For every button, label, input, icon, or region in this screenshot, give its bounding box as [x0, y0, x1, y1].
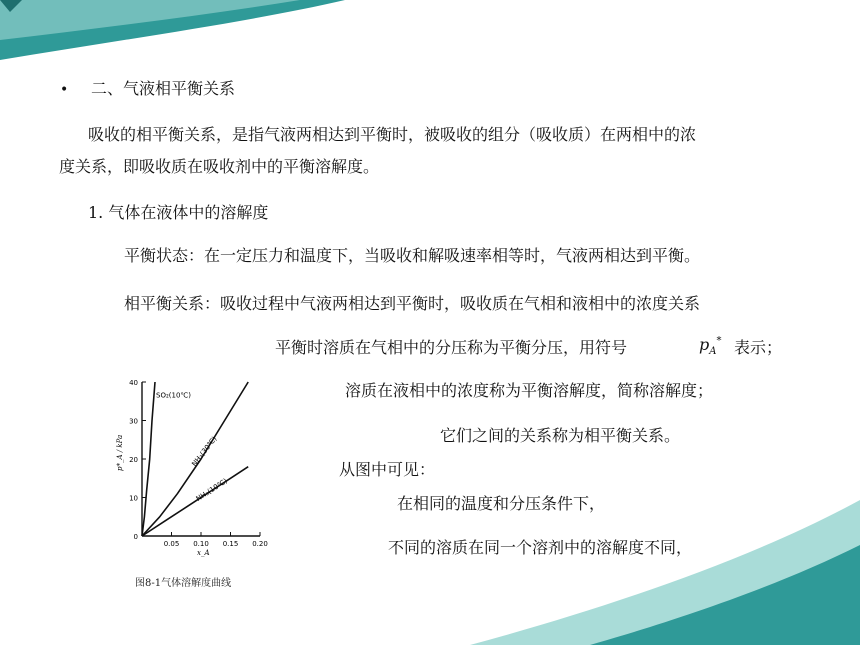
same-condition-text: 在相同的温度和分压条件下， — [397, 494, 606, 513]
solubility-text: 溶质在液相中的浓度称为平衡溶解度，简称溶解度； — [345, 381, 714, 400]
x-tick-label: 0.15 — [222, 540, 239, 548]
x-tick-label: 0.10 — [193, 540, 209, 548]
series-label: NH₃(10℃) — [194, 476, 229, 504]
y-tick-label: 30 — [129, 417, 138, 426]
paragraph-line-2: 度关系，即吸收质在吸收剂中的平衡溶解度。 — [59, 157, 380, 176]
series-label: SO₂(10℃) — [156, 391, 191, 400]
partial-pressure-text: 平衡时溶质在气相中的分压称为平衡分压，用符号 — [275, 338, 628, 357]
symbol-sup: * — [716, 335, 722, 347]
relation-text: 它们之间的关系称为相平衡关系。 — [440, 426, 681, 445]
subheading-solubility: 1. 气体在液体中的溶解度 — [88, 203, 269, 222]
balance-state-text: 平衡状态：在一定压力和温度下，当吸收和解吸速率相等时，气液两相达到平衡。 — [124, 246, 701, 265]
from-chart-text: 从图中可见： — [339, 460, 436, 479]
y-tick-label: 0 — [133, 533, 138, 541]
figure-caption: 图8-1气体溶解度曲线 — [135, 578, 232, 589]
phase-relation-text: 相平衡关系：吸收过程中气液两相达到平衡时，吸收质在气相和液相中的浓度关系 — [124, 294, 701, 313]
x-axis-label: x_A — [197, 549, 210, 557]
paragraph-line-1: 吸收的相平衡关系，是指气液两相达到平衡时，被吸收的组分（吸收质）在两相中的浓 — [88, 125, 697, 144]
y-tick-label: 40 — [129, 379, 138, 387]
y-axis-label: p*_A / kPa — [116, 434, 124, 471]
symbol-sub: A — [709, 346, 717, 358]
symbol-main: p — [699, 335, 710, 354]
show-text: 表示； — [734, 338, 783, 357]
y-tick-label: 20 — [129, 456, 138, 464]
x-tick-label: 0.20 — [252, 540, 268, 548]
series-label: NH₃(30℃) — [190, 434, 219, 468]
symbol-pA-star — [699, 335, 721, 357]
x-tick-label: 0.05 — [163, 540, 180, 548]
series-line-2 — [142, 467, 248, 536]
heading-bullet: • — [60, 82, 69, 98]
section-heading: 二、气液相平衡关系 — [91, 79, 236, 98]
y-tick-label: 10 — [129, 494, 138, 503]
solubility-chart — [112, 372, 282, 557]
different-solubility-text: 不同的溶质在同一个溶剂中的溶解度不同， — [388, 538, 693, 557]
